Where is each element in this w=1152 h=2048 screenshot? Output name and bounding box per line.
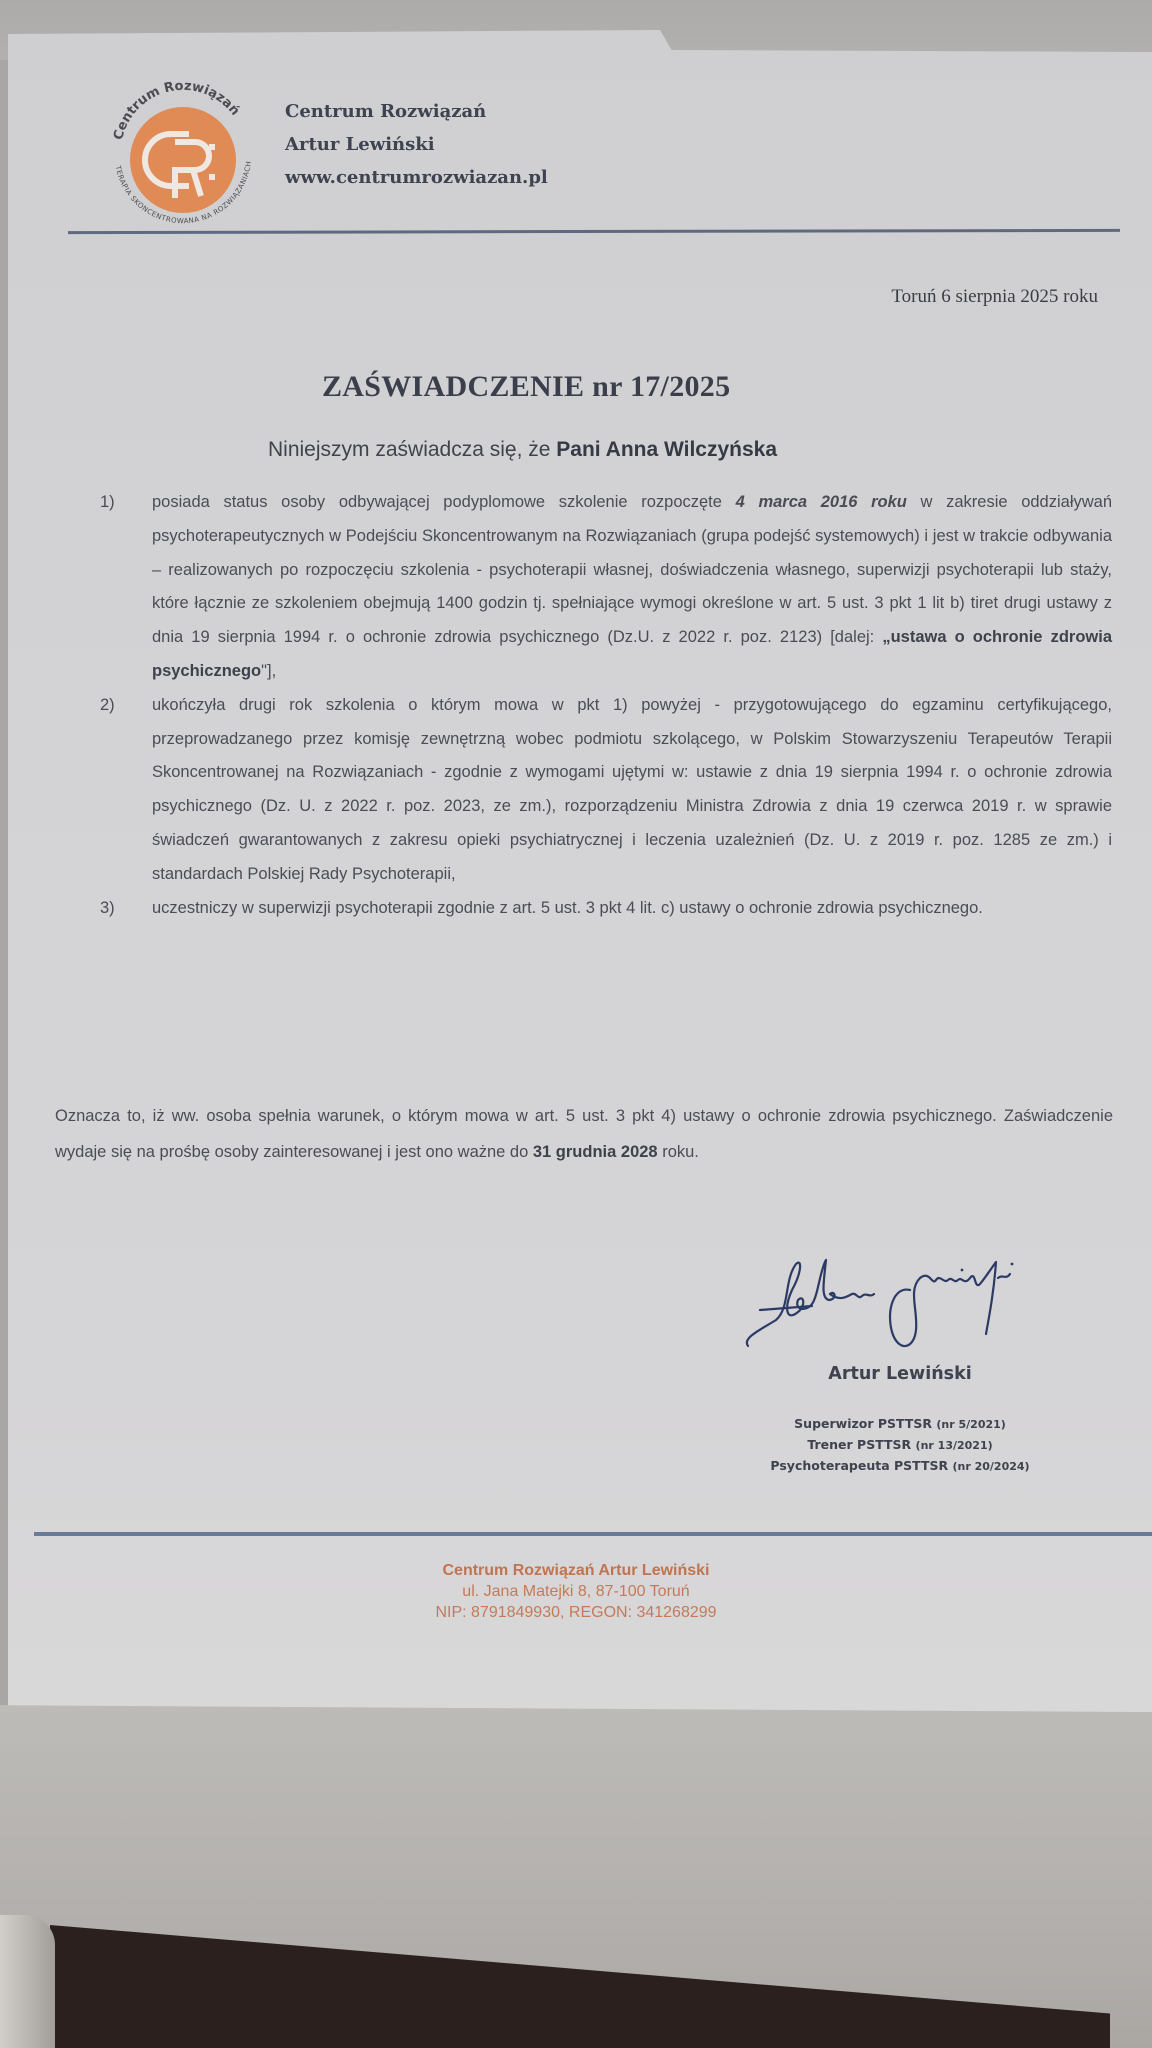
centrum-rozwiazan-logo-icon bbox=[93, 78, 273, 228]
recipient-name: Pani Anna Wilczyńska bbox=[556, 438, 778, 461]
footer-ids: NIP: 8791849930, REGON: 341268299 bbox=[435, 1604, 717, 1621]
footer-company: Centrum Rozwiązań Artur Lewiński bbox=[442, 1562, 710, 1579]
closing-suffix: roku. bbox=[657, 1143, 699, 1161]
title-role: Psychoterapeuta PSTTSR bbox=[770, 1458, 949, 1473]
signer-titles bbox=[700, 1414, 1100, 1477]
title-role: Superwizor PSTTSR bbox=[794, 1416, 933, 1431]
place-date: Toruń 6 sierpnia 2025 roku bbox=[891, 286, 1098, 307]
item-text-part: w zakresie oddziaływań psychoterapeutycznych w Podejściu Skoncentrowanym na Rozwiązaniach (grupa podejść systemowych) i jest w trakcie odbywania – realizowanych po rozpoczęciu szkolenia - psychoterapii własnej, doświadczenia własnego, superwizji psychoterapii lub staży, które łącznie ze szkoleniem obejmują 1400 godzin tj. spełniające wymogi określone w art. 5 ust. 3 pkt 1 lit b) tiret drugi ustawy z dnia 19 sierpnia 1994 r. o ochronie zdrowia psychicznego (Dz.U. z 2022 r. poz. 2123) [dalej: bbox=[152, 493, 1113, 647]
svg-text:Centrum Rozwiązań: Centrum Rozwiązań bbox=[111, 78, 243, 142]
signer-title-line bbox=[700, 1456, 1100, 1477]
item-text-part: posiada status osoby odbywającej podyplomowe szkolenie rozpoczęte bbox=[152, 493, 736, 511]
item-number: 3) bbox=[100, 898, 115, 917]
title-role: Trener PSTTSR bbox=[807, 1437, 912, 1452]
title-number: (nr 20/2024) bbox=[952, 1460, 1030, 1473]
footer-divider bbox=[34, 1532, 1152, 1536]
footer bbox=[326, 1560, 826, 1623]
statements-list bbox=[100, 486, 1112, 925]
item-text: uczestniczy w superwizji psychoterapii zgodnie z art. 5 ust. 3 pkt 4 lit. c) ustawy o ochronie zdrowia psychicznego. bbox=[152, 898, 983, 917]
intro-prefix: Niniejszym zaświadcza się, że bbox=[268, 438, 557, 461]
closing-text: Oznacza to, iż ww. osoba spełnia warunek, o którym mowa w art. 5 ust. 3 pkt 4) ustawy o ochronie zdrowia psychicznego. Zaświadczenie wydaje się na prośbę osoby zainteresowanej i jest ono ważne do bbox=[55, 1107, 1113, 1161]
title-number: (nr 5/2021) bbox=[936, 1418, 1006, 1431]
svg-text:TERAPIA SKONCENTROWANA NA ROZW: TERAPIA SKONCENTROWANA NA ROZWIĄZANIACH bbox=[113, 160, 253, 226]
signer-name: Artur Lewiński bbox=[828, 1364, 972, 1384]
list-item bbox=[100, 486, 1112, 689]
letterhead-text bbox=[285, 95, 548, 194]
intro-line bbox=[268, 438, 777, 462]
valid-until-date: 31 grudnia 2028 bbox=[532, 1143, 658, 1161]
closing-paragraph bbox=[55, 1098, 1113, 1170]
item-text: ukończyła drugi rok szkolenia o którym mowa w pkt 1) powyżej - przygotowującego do egzaminu certyfikującego, przeprowadzanego przez komisję zewnętrzną wobec podmiotu szkolącego, w Polskim Stowarzyszeniu Terapeutów Terapii Skoncentrowanej na Rozwiązaniach - zgodnie z wymogami ujętymi w: ustawie z dnia 19 sierpnia 1994 r. o ochronie zdrowia psychicznego (Dz. U. z 2022 r. poz. 2023, ze zm.), rozporządzeniu Ministra Zdrowia z dnia 19 czerwca 2019 r. w sprawie świadczeń gwarantowanych z zakresu opieki psychiatrycznej i leczenia uzależnień (Dz. U. z 2019 r. poz. 1285 ze zm.) i standardach Polskiej Rady Psychoterapii, bbox=[152, 695, 1112, 883]
org-person: Artur Lewiński bbox=[285, 134, 435, 155]
item-number: 2) bbox=[100, 695, 115, 714]
org-website: www.centrumrozwiazan.pl bbox=[285, 167, 548, 188]
handwritten-signature-icon bbox=[740, 1250, 1040, 1360]
list-item bbox=[100, 892, 1112, 926]
org-name: Centrum Rozwiązań bbox=[285, 101, 487, 122]
footer-address: ul. Jana Matejki 8, 87-100 Toruń bbox=[462, 1583, 690, 1600]
item-text-part: "], bbox=[261, 661, 277, 680]
title-number: (nr 13/2021) bbox=[915, 1439, 993, 1452]
training-start-date: 4 marca 2016 roku bbox=[735, 493, 907, 511]
signer-title-line bbox=[700, 1414, 1100, 1435]
law-short-name: „ustawa o ochronie zdrowia psychicznego bbox=[152, 628, 1112, 680]
signer-title-line bbox=[700, 1435, 1100, 1456]
list-item bbox=[100, 689, 1112, 892]
item-text bbox=[152, 486, 1112, 689]
fabric-edge bbox=[0, 1915, 55, 2048]
document-title: ZAŚWIADCZENIE nr 17/2025 bbox=[322, 370, 731, 403]
item-number: 1) bbox=[100, 493, 115, 511]
